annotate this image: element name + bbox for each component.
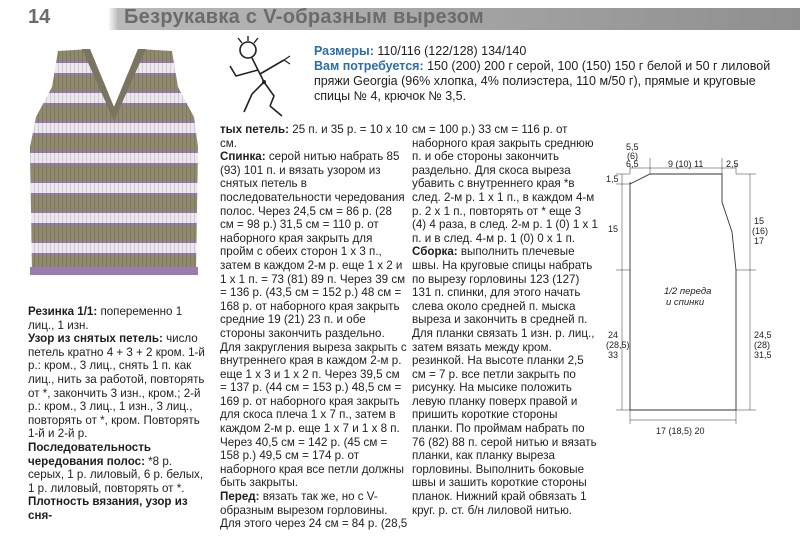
instructions-column-2 [220, 123, 408, 531]
rib-paragraph [28, 305, 210, 332]
schema-top-b: (6) [627, 151, 638, 161]
front-paragraph [220, 490, 408, 531]
materials-value: 150 (200) 200 г серой, 100 (150) 150 г белой и 50 г лиловой пряжи Georgia (96% хлопка, 4% полиэстера, 110 м/50 г), прямые и круговые спицы № 4, крючок № 3,5. [314, 59, 771, 103]
rib-text: попеременно 1 лиц., 1 изн. [28, 305, 183, 332]
page-number: 14 [28, 6, 51, 28]
schema-armhole-right-b: (16) [752, 226, 769, 236]
front-text: вязать так же, но с V-образным вырезом горловины. Для этого через 24 см = 84 р. (28,5 [220, 490, 408, 531]
stripe-sequence-label: Последовательность чередования полос: [28, 440, 152, 468]
instructions-column-3 [412, 123, 598, 517]
schema-caption-b: и спинки [666, 297, 705, 308]
stripe-sequence-text: *8 р. серых, 1 р. лиловый, 6 р. белых, 1 р. лиловый, повторять от *. [28, 454, 204, 495]
pattern-schematic [606, 140, 796, 440]
schema-armhole-right-a: 15 [754, 216, 765, 226]
schema-body-right-a: 24,5 [754, 330, 772, 340]
schema-bottom: 17 (18,5) 20 [656, 426, 705, 436]
schema-body-right-b: (28) [754, 340, 771, 350]
gauge-label: Плотность вязания, узор из сня- [28, 495, 188, 522]
slip-stitch-text: число петель кратно 4 + 3 + 2 кром. 1-й р.: кром., 3 лиц., снять 1 п. как лиц., нить за работой, повторять от *, закончить 3 изн., кром.; 2-й р.: кром., 3 лиц., 1 изн., 3 лиц., повторять от *, кром. Повторять 1-й и 2-й р. [28, 332, 205, 441]
schema-top-right: 2,5 [726, 159, 739, 169]
gauge-text: 25 п. и 35 р. = 10 x 10 см. [220, 123, 408, 150]
schema-top-mid: 9 (10) 11 [668, 159, 704, 169]
slip-stitch-label: Узор из снятых петель: [28, 332, 163, 346]
intro-block [314, 44, 794, 104]
schema-top-a: 5,5 [626, 142, 639, 152]
rib-label: Резинка 1/1: [28, 305, 98, 318]
page-title: Безрукавка с V-образным вырезом [124, 6, 485, 28]
slip-stitch-paragraph [28, 332, 210, 441]
materials-line [314, 59, 794, 104]
sizes-label: Размеры: [314, 44, 374, 58]
front-continued: см = 100 р.) 33 см = 116 р. от наборного края закрыть среднюю п. и обе стороны закончить раздельно. Для скоса выреза убавить с внутреннего края *в след. 2-м р. 1 x 1 п., в каждом 4-м р. 2 x 1 п., повторять от * еще 3 (4) 4 раза, в след. 2-м р. 1 (0) 1 x 1 п. и в след. 4-м р. 1 (0) 0 x 1 п. [412, 123, 598, 245]
schema-left-shoulder: 1,5 [606, 174, 619, 184]
schema-armhole-left: 15 [608, 224, 619, 234]
schema-top-c: 6,5 [626, 159, 639, 169]
schema-body-right-c: 31,5 [754, 350, 772, 360]
sizes-line [314, 44, 794, 59]
gauge-continued [220, 123, 408, 150]
front-label: Перед: [220, 490, 260, 504]
back-paragraph [220, 150, 408, 490]
assembly-paragraph [412, 245, 598, 517]
sizes-value: 110/116 (122/128) 134/140 [373, 44, 527, 58]
stripe-sequence-paragraph [28, 441, 210, 495]
gauge-label-cont: тых петель: [220, 123, 290, 136]
schema-body-left-a: 24 [608, 330, 619, 340]
back-label: Спинка: [220, 150, 266, 164]
materials-label: Вам потребуется: [314, 59, 424, 73]
schema-caption-a: 1/2 переда [664, 286, 712, 297]
assembly-label: Сборка: [412, 245, 458, 259]
assembly-text: выполнить плечевые швы. На круговые спицы набрать по вырезу горловины 123 (127) 131 п. спинки, для этого начать слева около средней п. мыска выреза и закончить в средней п. Для планки связать 1 изн. р. лиц., затем вязать между кром. резинкой. На высоте планки 2,5 см = 7 р. все петли закрыть по рисунку. На мысике положить левую планку поверх правой и пришить короткие стороны планки. По проймам набрать по 76 (82) 88 п. серой нитью и вязать планки, как планку выреза горловины. Выполнить боковые швы и зашить короткие стороны планок. Нижний край обвязать 1 круг. р. ст. б/н лиловой нитью. [412, 245, 597, 517]
schema-body-left-c: 33 [608, 350, 619, 360]
vest-photo [18, 47, 210, 282]
back-text: серой нитью набрать 85 (93) 101 п. и вязать узором из снятых петель в последовательности чередования полос. Через 24,5 см = 86 р. (28 см = 98 р.) 31,5 см = 110 р. от наборного края закрыть для пройм с обеих сторон 1 x 3 п., затем в каждом 2-м р. еще 1 x 2 и 1 x 1 п. = 73 (81) 89 п. Через 39 см = 136 р. (43,5 см = 152 р.) 48 см = 168 р. от наборного края закрыть средние 19 (21) 23 п. и обе стороны закончить раздельно. Для закругления выреза закрыть с внутреннего края в каждом 2-м р. еще 1 x 3 и 1 x 2 п. Через 39,5 см = 137 р. (44 см = 153 р.) 48,5 см = 169 р. от наборного края закрыть для скоса плеча 1 x 7 п., затем в каждом 2-м р. еще 1 x 7 и 1 x 8 п. Через 40,5 см = 142 р. (45 см = 158 р.) 49,5 см = 174 р. от наборного края все петли должны быть закрыты. [220, 150, 407, 490]
schema-body-left-b: (28,5) [606, 340, 630, 350]
instructions-column-1 [28, 305, 210, 523]
schema-armhole-right-c: 17 [754, 236, 765, 246]
doodle-figure-icon [222, 36, 300, 122]
gauge-paragraph [28, 495, 210, 522]
